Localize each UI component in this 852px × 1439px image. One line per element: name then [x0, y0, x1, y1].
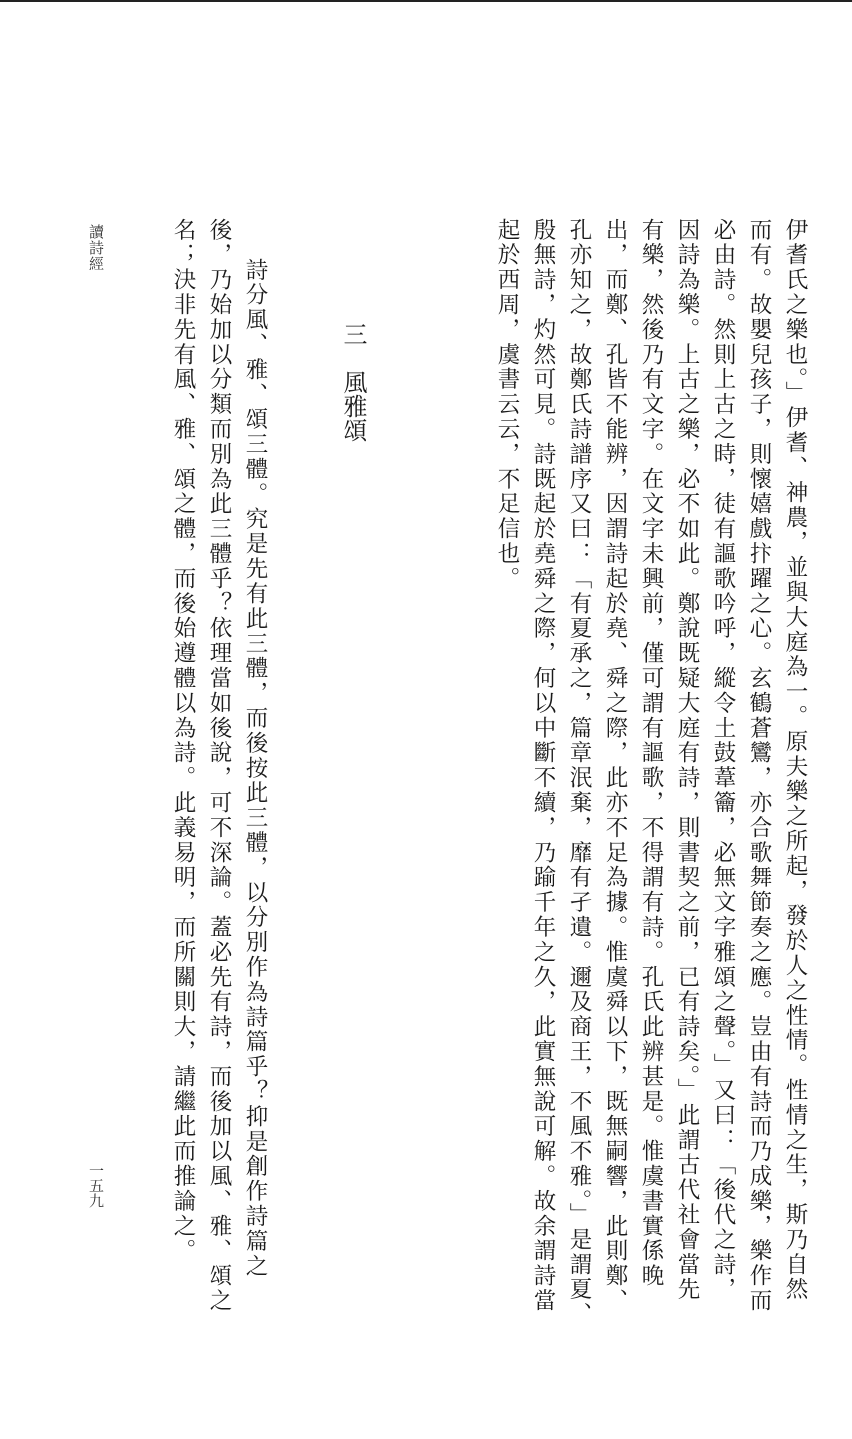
text-column-8: 殷無詩，灼然可見。詩既起於堯舜之際，何以中斷不續，乃踰千年之久，此實無說可解。故余謂詩當 [530, 218, 556, 1314]
text-column-4: 因詩為樂。上古之樂，必不如此。鄭說既疑大庭有詩，則書契之前，已有詩矣。」此謂古代社會當先 [674, 218, 700, 1303]
text-column-1: 伊耆氏之樂也。」伊耆、神農，並與大庭為一。原夫樂之所起，發於人之性情。性情之生，斯乃自然 [782, 218, 808, 1303]
text-column-3: 必由詩。然則上古之時，徒有謳歌吟呼，縱令土鼓葦籥，必無文字雅頌之聲。」又曰：「後代之詩， [710, 218, 736, 1303]
text-column-11: 後，乃始加以分類而別為此三體乎？依理當如後說，可不深論。蓋必先有詩，而後加以風、雅、頌之 [206, 218, 232, 1314]
text-column-12: 名；決非先有風、雅、頌之體，而後始遵體以為詩。此義易明，而所關則大，請繼此而推論之。 [170, 218, 196, 1264]
text-column-10: 詩分風、雅、頌三體。究是先有此三體，而後按此三體，以分別作為詩篇乎？抑是創作詩篇之 [242, 258, 268, 1279]
text-column-6: 出，而鄭、孔皆不能辨，因謂詩起於堯、舜之際，此亦不足為據。惟虞舜以下，既無嗣響，此則鄭、 [602, 218, 628, 1314]
section-title: 三 風雅頌 [339, 322, 367, 442]
text-column-9: 起於西周，虞書云云，不足信也。 [494, 218, 520, 592]
text-column-7: 孔亦知之，故鄭氏詩譜序又曰：「有夏承之，篇章泯棄，靡有孑遺。邇及商王，不風不雅。」是謂夏、 [566, 218, 592, 1328]
running-header: 讀詩經 [87, 224, 105, 272]
page-number: 一五九 [87, 1163, 105, 1208]
text-column-2: 而有。故嬰兒孩子，則懷嬉戲抃躍之心。玄鶴蒼鸞，亦合歌舞節奏之應。豈由有詩而乃成樂，樂作而 [746, 218, 772, 1314]
top-rule [0, 0, 852, 2]
text-column-5: 有樂，然後乃有文字。在文字未興前，僅可謂有謳歌，不得謂有詩。孔氏此辨甚是。惟虞書實係晚 [638, 218, 664, 1289]
